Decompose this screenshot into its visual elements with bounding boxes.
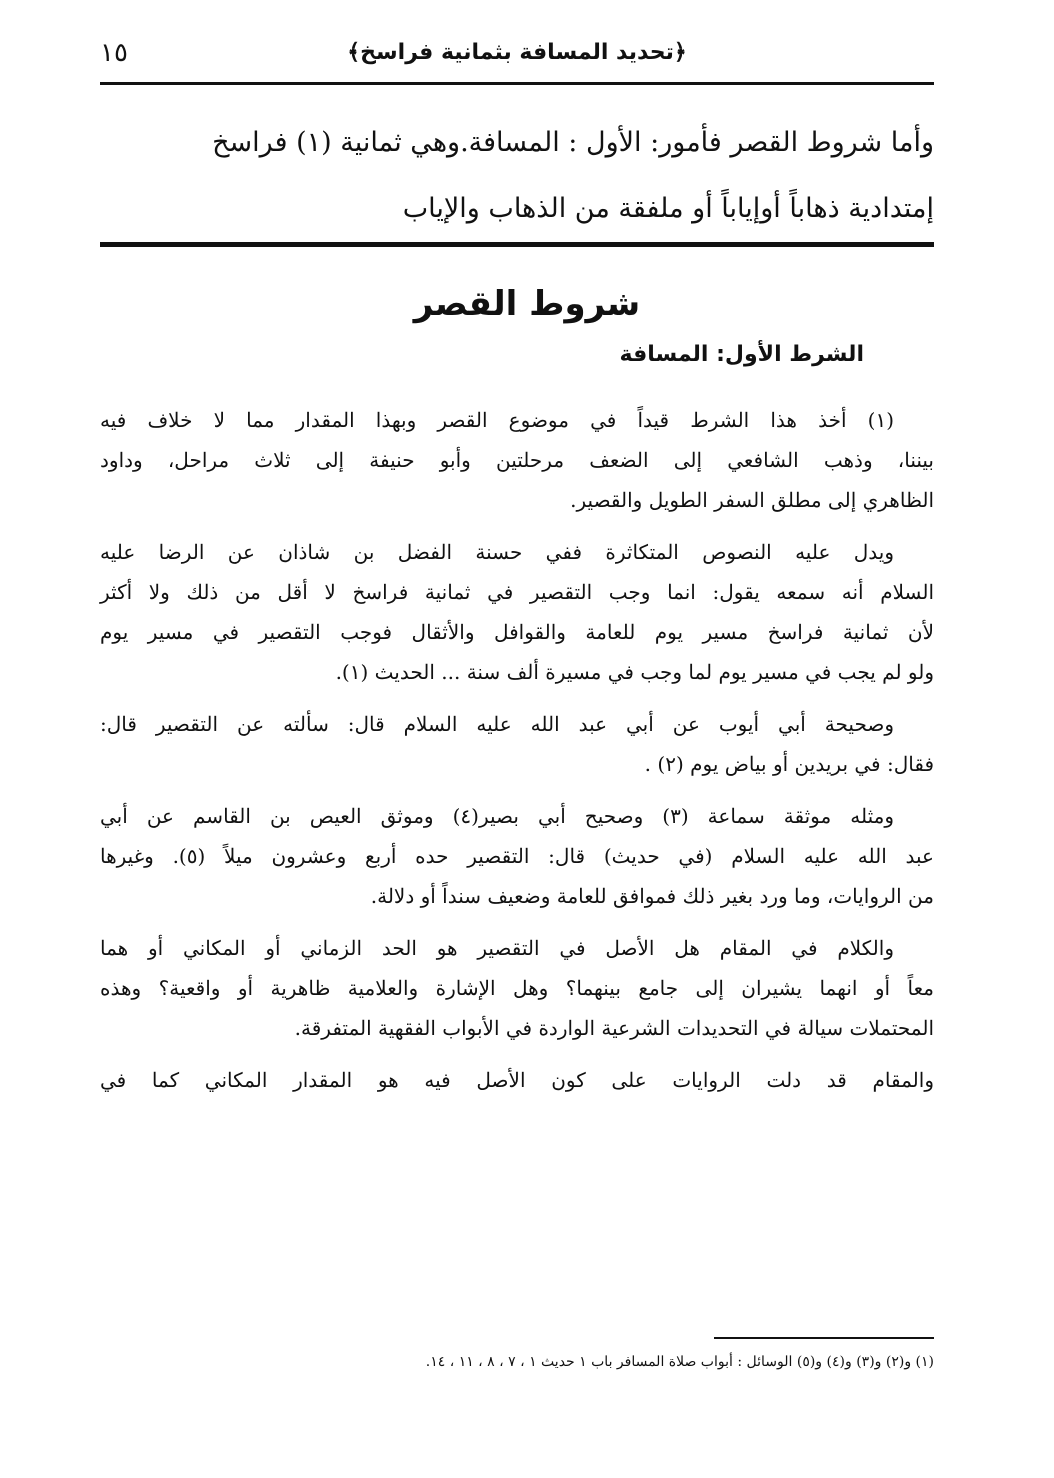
section-title: شروط القصر bbox=[413, 284, 641, 324]
running-title: ﴿تحديد المسافة بثمانية فراسخ﴾ bbox=[347, 40, 687, 65]
text-line: والكلام في المقام هل الأصل في التقصير هو الحد الزماني أو المكاني أو هما bbox=[100, 936, 894, 960]
text-line: المحتملات سيالة في التحديدات الشرعية الواردة في الأبواب الفقهية المتفرقة. bbox=[294, 1016, 934, 1040]
paragraph bbox=[100, 928, 934, 1048]
paragraph bbox=[100, 400, 934, 520]
text-line: والمقام قد دلت الروايات على كون الأصل فيه هو المقدار المكاني كما في bbox=[100, 1068, 934, 1092]
sub-title: الشرط الأول: المسافة bbox=[619, 342, 864, 367]
text-line: لأن ثمانية فراسخ مسير يوم للعامة والقوافل والأثقال فوجب التقصير في مسير يوم bbox=[100, 620, 934, 644]
text-line: السلام أنه سمعه يقول: انما وجب التقصير في ثمانية فراسخ لا أقل من ذلك ولا أكثر bbox=[100, 580, 934, 604]
header-rule bbox=[100, 82, 934, 85]
commentary-body bbox=[100, 400, 934, 1112]
paragraph bbox=[100, 532, 934, 692]
text-line: الظاهري إلى مطلق السفر الطويل والقصير. bbox=[570, 488, 934, 512]
footnote-rule bbox=[714, 1337, 934, 1339]
text-line: عبد الله عليه السلام (في حديث) قال: التقصير حده أربع وعشرون ميلاً (٥). وغيرها bbox=[100, 844, 934, 868]
text-line: بيننا، وذهب الشافعي إلى الضعف مرحلتين وأبو حنيفة إلى ثلاث مراحل، وداود bbox=[100, 448, 934, 472]
matn-line: وأما شروط القصر فأمور: الأول : المسافة.وهي ثمانية (١) فراسخ bbox=[212, 127, 934, 158]
page-number: ١٥ bbox=[100, 38, 128, 68]
text-line: ويدل عليه النصوص المتكاثرة ففي حسنة الفضل بن شاذان عن الرضا عليه bbox=[100, 540, 894, 564]
page-header bbox=[100, 36, 934, 82]
text-line: معاً أو انهما يشيران إلى جامع بينهما؟ وهل الإشارة والعلامية ظاهرية أو واقعية؟ وهذه bbox=[100, 976, 934, 1000]
matn-line: إمتدادية ذهاباً أوإياباً أو ملفقة من الذهاب والإياب bbox=[402, 193, 934, 224]
text-line: من الروايات، وما ورد بغير ذلك فموافق للعامة وضعيف سنداً أو دلالة. bbox=[370, 884, 934, 908]
paragraph bbox=[100, 704, 934, 784]
paragraph bbox=[100, 1060, 934, 1100]
text-line: وصحيحة أبي أيوب عن أبي عبد الله عليه السلام قال: سألته عن التقصير قال: bbox=[100, 712, 894, 736]
text-line: (١) أخذ هذا الشرط قيداً في موضوع القصر وبهذا المقدار مما لا خلاف فيه bbox=[100, 408, 894, 432]
text-line: ولو لم يجب في مسير يوم لما وجب في مسيرة ألف سنة ... الحديث (١). bbox=[335, 660, 934, 684]
text-line: ومثله موثقة سماعة (٣) وصحيح أبي بصير(٤) وموثق العيص بن القاسم عن أبي bbox=[100, 804, 895, 828]
paragraph bbox=[100, 796, 934, 916]
matn-text bbox=[100, 110, 934, 242]
footnote: (١) و(٢) و(٣) و(٤) و(٥) الوسائل : أبواب صلاة المسافر باب ١ حديث ١ ، ٧ ، ٨ ، ١١ ، ١٤. bbox=[425, 1354, 934, 1370]
text-line: فقال: في بريدين أو بياض يوم (٢) . bbox=[644, 752, 934, 776]
matn-divider bbox=[100, 242, 934, 247]
